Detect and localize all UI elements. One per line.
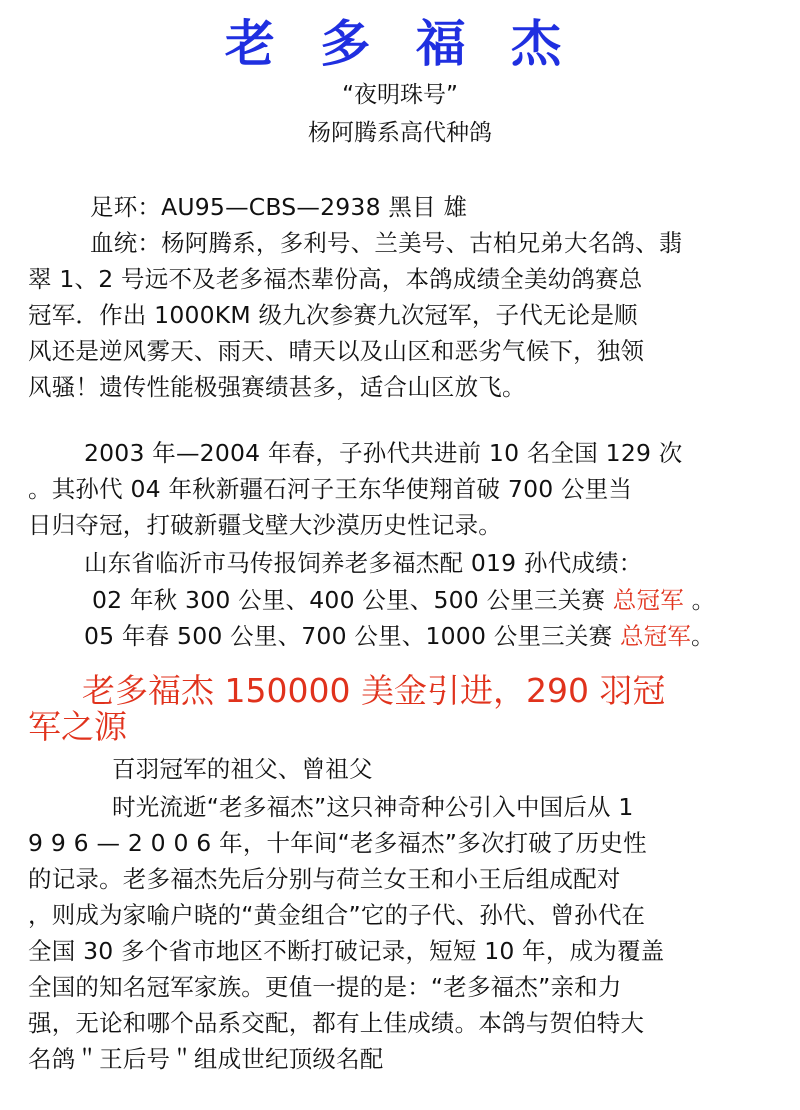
page-title: 老 多 福 杰 (224, 15, 576, 73)
body-line: 名鸽＂王后号＂组成世纪顶级名配 (28, 1045, 384, 1073)
pedigree-line: 血统：杨阿腾系，多利号、兰美号、古柏兄弟大名鸽、翡 (90, 229, 683, 257)
result-line-1 (92, 583, 800, 617)
pedigree-line: 冠军．作出 1000KM 级九次参赛九次冠军，子代无论是顺 (28, 301, 638, 329)
overall-champion-highlight: 总冠军 (619, 622, 692, 650)
offspring-line: 2003 年—2004 年春，子孙代共进前 10 名全国 129 次 (84, 439, 683, 467)
lineage-subtitle: 杨阿腾系高代种鸽 (308, 120, 492, 146)
headline-line-2: 军之源 (28, 707, 127, 746)
overall-champion-highlight: 总冠军 (612, 586, 684, 614)
headline-line-1: 老多福杰 150000 美金引进，290 羽冠 (82, 671, 666, 710)
body-line: 全国的知名冠军家族。更值一提的是：“老多福杰”亲和力 (28, 973, 622, 1001)
pedigree-line: 翠 1、2 号远不及老多福杰辈份高，本鸽成绩全美幼鸽赛总 (28, 265, 643, 293)
result-2-text: 05 年春 500 公里、700 公里、1000 公里三关赛 (84, 622, 620, 650)
result-2-end: 。 (691, 622, 715, 650)
body-line: 全国 30 多个省市地区不断打破记录，短短 10 年，成为覆盖 (28, 937, 665, 965)
offspring-line: 。其孙代 04 年秋新疆石河子王东华使翔首破 700 公里当 (28, 475, 633, 503)
result-1-end: 。 (683, 586, 716, 614)
pigeon-nickname: “夜明珠号” (342, 82, 458, 108)
ring-number-line: 足环：AU95—CBS—2938 黑目 雄 (90, 193, 468, 221)
pedigree-line: 风骚！遗传性能极强赛绩甚多，适合山区放飞。 (28, 373, 526, 401)
result-1-text: 02 年秋 300 公里、400 公里、500 公里三关赛 (92, 586, 613, 614)
pedigree-line: 风还是逆风雾天、雨天、晴天以及山区和恶劣气候下，独领 (28, 337, 645, 365)
body-line: 9 9 6 — 2 0 0 6 年，十年间“老多福杰”多次打破了历史性 (28, 829, 647, 857)
result-line-2 (84, 619, 800, 653)
section-subhead: 百羽冠军的祖父、曾祖父 (112, 755, 373, 783)
body-line: 的记录。老多福杰先后分别与荷兰女王和小王后组成配对 (28, 865, 621, 893)
body-line: 强，无论和哪个品系交配，都有上佳成绩。本鸽与贺伯特大 (28, 1009, 645, 1037)
shandong-line: 山东省临沂市马传报饲养老多福杰配 019 孙代成绩： (84, 549, 643, 577)
body-line: 时光流逝“老多福杰”这只神奇种公引入中国后从 1 (112, 793, 634, 821)
body-line: ，则成为家喻户晓的“黄金组合”它的子代、孙代、曾孙代在 (28, 901, 646, 929)
offspring-line: 日归夺冠，打破新疆戈壁大沙漠历史性记录。 (28, 511, 502, 539)
